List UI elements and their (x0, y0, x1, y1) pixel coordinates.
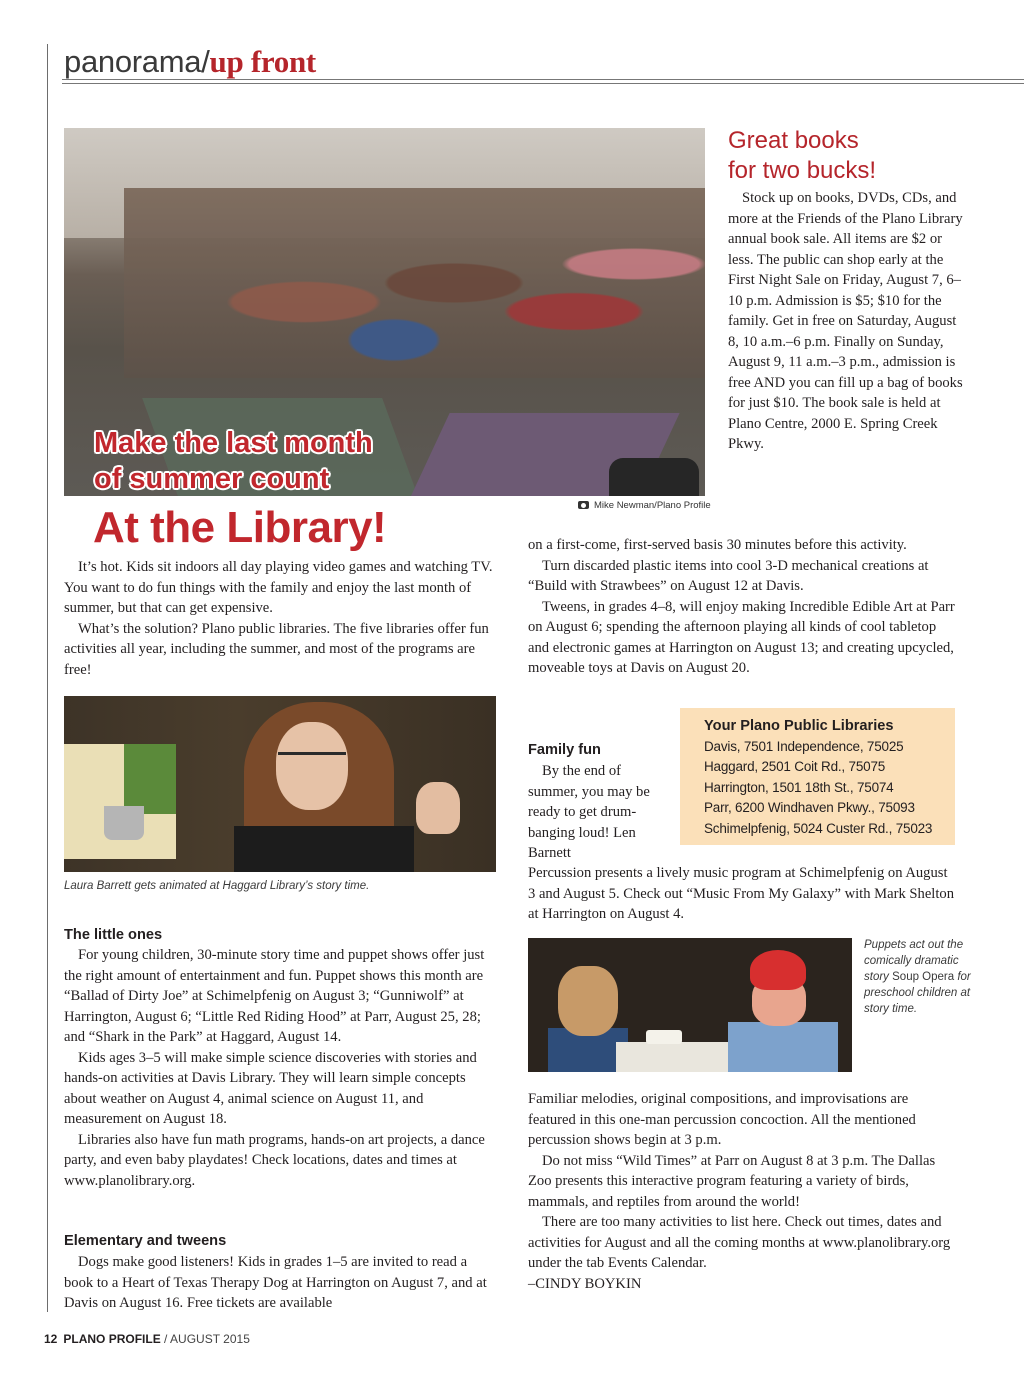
library-item: Haggard, 2501 Coit Rd., 75075 (704, 759, 886, 775)
paragraph: For young children, 30-minute story time and puppet shows offer just the right amount of entertainment and fun. Puppet shows this month are “Ballad of Dirty Joe” at Schimelpfenig on August 3; “Gunniwolf” at Harrington, August 6; “Little Red Riding Hood” at Parr, August 25, 28; and “Shark in the Park” at Haggard, August 14. (64, 947, 485, 1045)
article-intro (64, 557, 498, 680)
section-header (64, 42, 316, 82)
byline: –CINDY BOYKIN (528, 1275, 642, 1292)
paragraph: What’s the solution? Plano public libraries. The five libraries offer fun activities all year, including the summer, and most of the programs are free! (64, 620, 489, 678)
paragraph: Turn discarded plastic items into cool 3-D mechanical creations at “Build with Strawbees” on August 12 at Davis. (528, 557, 929, 594)
family-fun-body (528, 761, 668, 864)
caption-title: Soup Opera (892, 971, 955, 983)
little-ones-body (64, 945, 498, 1191)
article-headline: At the Library! (93, 503, 387, 552)
paragraph: It’s hot. Kids sit indoors all day playing video games and watching TV. You want to do fun things with the family and enjoy the last month of summer, but that can get expensive. (64, 559, 493, 616)
library-item: Harrington, 1501 18th St., 75074 (704, 779, 894, 795)
paragraph: Dogs make good listeners! Kids in grades 1–5 are invited to read a book to a Heart of Texas Therapy Dog at Harrington on August 7, and at Davis on August 16. Free tickets are available (64, 1254, 487, 1311)
family-fun-body-continued (528, 863, 958, 925)
photo-overlay-line: of summer count (94, 463, 330, 495)
photo-puppets (528, 938, 852, 1072)
caption-text: for preschool children at story time. (864, 971, 971, 1015)
issue-date: / AUGUST 2015 (164, 1332, 250, 1346)
caption-text: Puppets act out the comically dramatic story (864, 939, 964, 983)
paragraph: on a first-come, first-served basis 30 minutes before this activity. (528, 537, 907, 553)
subsection-label: up front (209, 44, 316, 79)
sidebar-body (728, 188, 964, 455)
paragraph: Libraries also have fun math programs, hands-on art projects, a dance party, and even baby playdates! Check locations, dates and times at www.planolibrary.org. (64, 1131, 485, 1189)
left-margin-rule (47, 44, 48, 1312)
paragraph: Kids ages 3–5 will make simple science discoveries with stories and hands-on activities at Davis Library. They will learn simple concepts about weather on August 4, animal science on August 11, and measurement on August 18. (64, 1049, 477, 1127)
sidebar-headline (728, 126, 988, 186)
paragraph: Do not miss “Wild Times” at Parr on August 8 at 3 p.m. The Dallas Zoo presents this interactive program featuring a variety of birds, mammals, and reptiles from around the world! (528, 1152, 936, 1210)
library-item: Davis, 7501 Independence, 75025 (704, 739, 904, 754)
header-rule (62, 83, 1024, 84)
library-item: Parr, 6200 Windhaven Pkwy., 75093 (704, 800, 915, 816)
libraries-info-box (680, 708, 955, 845)
elementary-body (64, 1252, 498, 1314)
section-label: panorama/ (64, 44, 210, 79)
paragraph: Tweens, in grades 4–8, will enjoy making Incredible Edible Art at Parr on August 6; spending the afternoon playing all kinds of cool tabletop and electronic games at Harrington on August 13; and creating upcycled, moveable toys at Davis on August 20. (528, 598, 955, 676)
page-number: 12 (44, 1332, 58, 1346)
paragraph: By the end of summer, you may be ready to get drum-banging loud! Len Barnett (528, 763, 650, 861)
library-item: Schimelpfenig, 5024 Custer Rd., 75023 (704, 820, 933, 836)
libraries-box-title: Your Plano Public Libraries (704, 718, 894, 734)
header-rule (62, 79, 1024, 80)
middle-column-top (528, 535, 958, 679)
sidebar-paragraph: Stock up on books, DVDs, CDs, and more at the Friends of the Plano Library annual book sale. All items are $2 or less. The public can shop early at the First Night Sale on Friday, August 7, 6–10 p.m. Admission is $5; $10 for the family. Get in free on Saturday, August 8, 10 a.m.–6 p.m. Finally on Sunday, August 9, 11 a.m.–3 p.m., admission is free AND you can fill up a bag of books for just $10. The book sale is held at Plano Centre, 2000 E. Spring Creek Pkwy. (728, 190, 963, 452)
middle-column-bottom (528, 1089, 958, 1294)
paragraph: Percussion presents a lively music program at Schimelpfenig on August 3 and August 5. Check out “Music From My Galaxy” with Mark Shelton at Harrington on August 4. (528, 865, 955, 922)
photo-caption: Laura Barrett gets animated at Haggard Library’s story time. (64, 880, 370, 892)
camera-icon (578, 501, 589, 509)
photo-laura-barrett (64, 696, 496, 872)
paragraph: Familiar melodies, original compositions, and improvisations are featured in this one-man percussion concoction. All the mentioned percussion shows begin at 3 p.m. (528, 1091, 916, 1148)
photo-credit-text: Mike Newman/Plano Profile (594, 500, 711, 511)
page-footer (44, 1331, 250, 1347)
subheading-elementary: Elementary and tweens (64, 1233, 227, 1249)
sidebar-headline-line: Great books (728, 127, 859, 154)
subheading-little-ones: The little ones (64, 927, 163, 943)
photo-caption (864, 937, 974, 1017)
subheading-family-fun: Family fun (528, 742, 601, 758)
photo-credit (578, 500, 711, 512)
photo-overlay-line: Make the last month (94, 427, 373, 459)
paragraph: There are too many activities to list here. Check out times, dates and activities for August and all the coming months at www.planolibrary.org under the tab Events Calendar. (528, 1214, 951, 1271)
main-photo-children-at-library (64, 128, 705, 496)
libraries-list (704, 737, 932, 839)
magazine-name: PLANO PROFILE (63, 1332, 161, 1346)
sidebar-headline-line: for two bucks! (728, 157, 877, 184)
